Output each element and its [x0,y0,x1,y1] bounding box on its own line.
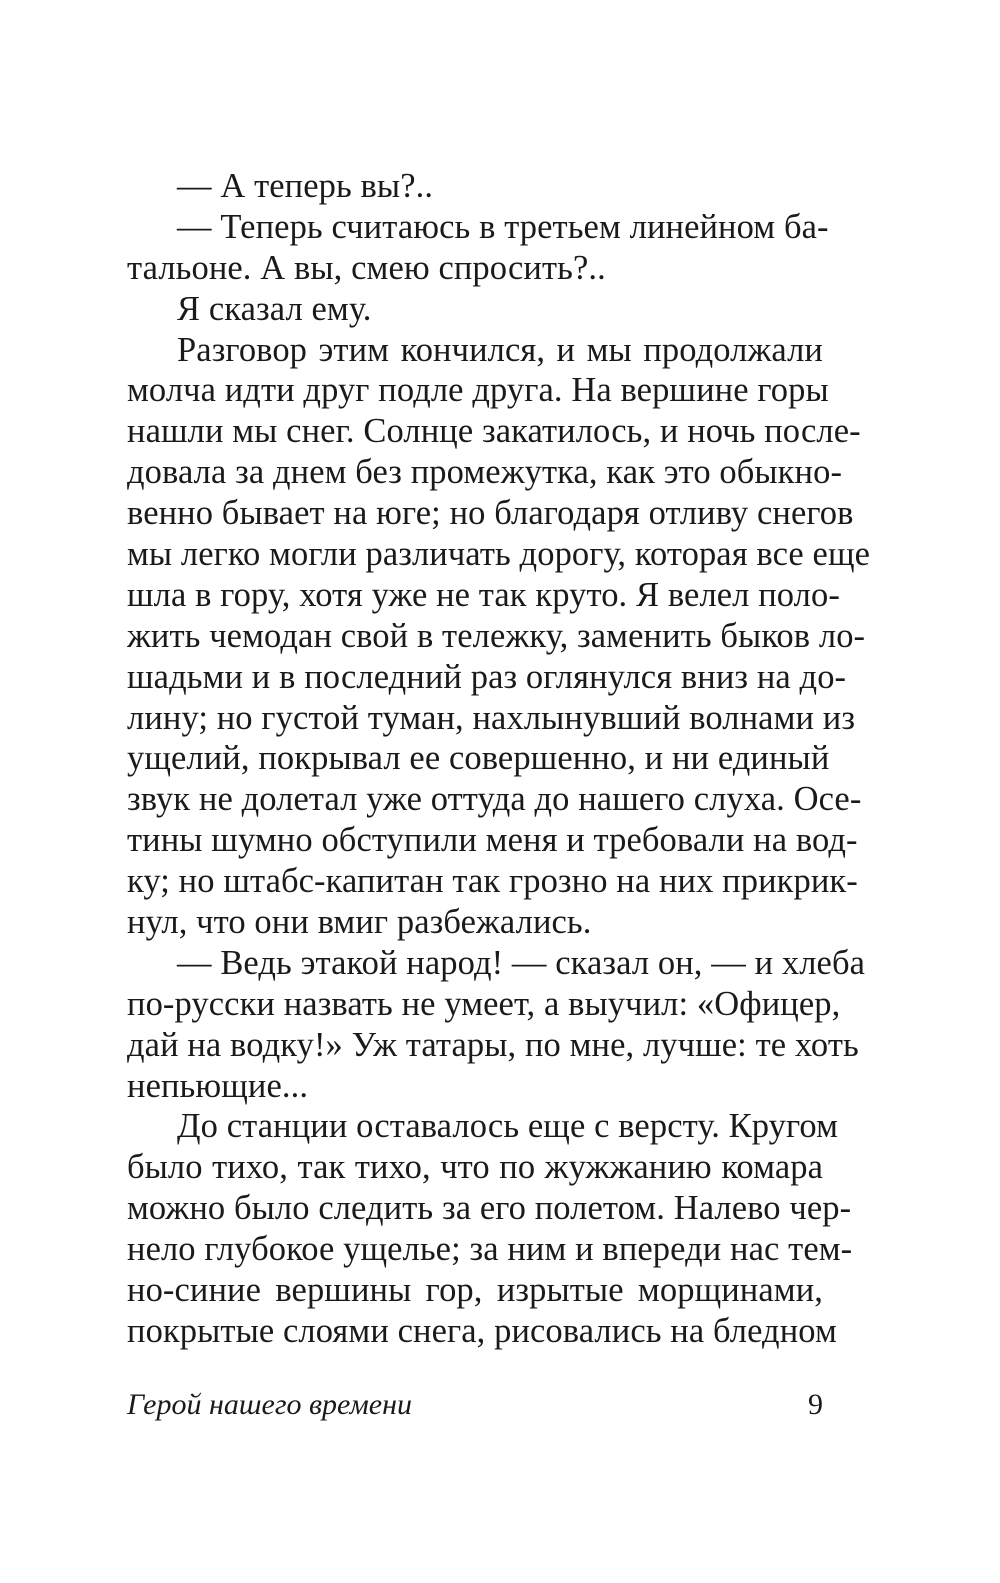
text-line: дай на водку!» Уж татары, по мне, лучше: те хоть [127,1025,859,1064]
text-line: можно было следить за его полетом. Налево чер- [127,1189,852,1228]
text-line: нашли мы снег. Солнце закатилось, и ночь после- [127,412,861,451]
text-line: но-синие вершины гор, изрытые морщинами, [127,1271,823,1310]
text-line: лину; но густой туман, нахлынувший волнами из [127,698,856,737]
text-line: ущелий, покрывал ее совершенно, и ни единый [127,739,830,778]
text-line: довала за днем без промежутка, как это обыкно- [127,453,843,492]
text-line: непьющие... [127,1066,309,1105]
text-line: мы легко могли различать дорогу, которая все еще [127,535,871,574]
text-line: звук не долетал уже оттуда до нашего слуха. Осе- [127,780,862,819]
text-line: — Ведь этакой народ! — сказал он, — и хлеба [177,943,866,982]
text-line: шадьми и в последний раз оглянулся вниз на до- [127,657,847,696]
page-number: 9 [808,1388,823,1421]
text-line: Разговор этим кончился, и мы продолжали [177,330,823,369]
text-line: шла в гору, хотя уже не так круто. Я велел поло- [127,575,840,614]
text-line: было тихо, так тихо, что по жужжанию комара [127,1148,823,1187]
text-line: Я сказал ему. [177,289,372,328]
text-line: венно бывает на юге; но благодаря отливу снегов [127,494,854,533]
page-text [127,166,871,1352]
text-line: по-русски назвать не умеет, а выучил: «Офицер, [127,984,841,1023]
running-footer-title: Герой нашего времени [127,1388,412,1421]
text-line: жить чемодан свой в тележку, заменить быков ло- [127,616,866,655]
text-line: тины шумно обступили меня и требовали на вод- [127,821,858,860]
text-line: тальоне. А вы, смею спросить?.. [127,248,606,287]
text-line: нело глубокое ущелье; за ним и впереди нас тем- [127,1230,853,1269]
text-line: — Теперь считаюсь в третьем линейном ба- [177,207,829,246]
text-line: — А теперь вы?.. [177,167,434,205]
text-line: молча идти друг подле друга. На вершине горы [127,371,829,410]
text-line: покрытые слоями снега, рисовались на бледном [127,1311,837,1350]
text-line: ку; но штабс-капитан так грозно на них прикрик- [127,862,858,901]
text-line: нул, что они вмиг разбежались. [127,903,592,942]
text-line: До станции оставалось еще с версту. Кругом [177,1107,839,1146]
